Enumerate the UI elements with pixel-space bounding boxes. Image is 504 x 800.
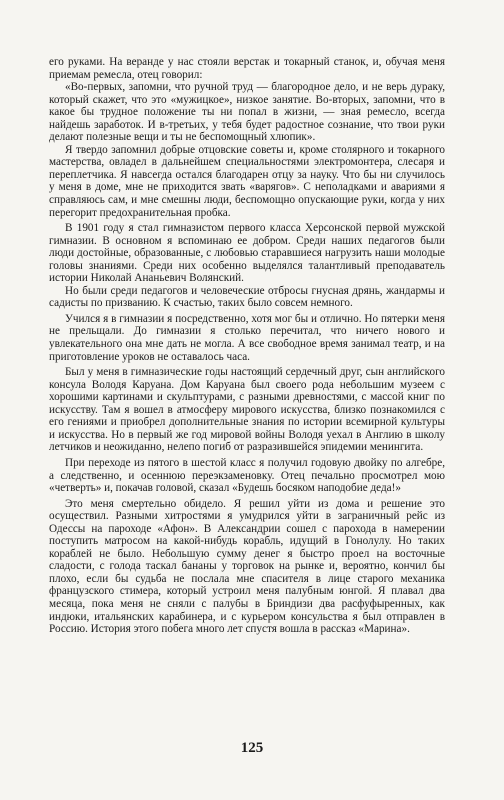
paragraph-7: Был у меня в гимназические годы настоящий сердечный друг, сын английского консула Володя Каруана. Дом Каруана был своего рода небольшим музеем с хорошими картинами и скульптурами, с разными древностями, с массой книг по искусству. Там я вошел в атмосферу мирового искусства, близко познакомился с его гениями и приобрел дополнительные знания по истории всемирной культуры и искусства. Но в первый же год мировой войны Володя уехал в Англию в школу летчиков и неожиданно, нелепо погиб от разразившейся эпидемии менингита. bbox=[49, 366, 445, 454]
paragraph-5: Но были среди педагогов и человеческие отбросы гнусная дрянь, жандармы и садисты по призванию. К счастью, таких было совсем немного. bbox=[49, 284, 445, 310]
paragraph-1: его руками. На веранде у нас стояли верстак и токарный станок, и, обучая меня приемам ремесла, отец говорил: bbox=[49, 56, 445, 81]
paragraph-2: «Во-первых, запомни, что ручной труд — благородное дело, и не верь дураку, который скажет, что это «мужицкое», низкое занятие. Во-вторых, запомни, что в какое бы трудное положение ты ни попал в жизни, — зная ремесло, всегда найдешь заработок. И в-третьих, у тебя будет радостное сознание, что твои руки делают полезные вещи и ты не беспомощный хлюпик». bbox=[49, 81, 445, 144]
page-body-text bbox=[49, 56, 445, 636]
paragraph-3: Я твердо запомнил добрые отцовские советы и, кроме столярного и токарного мастерства, овладел в дальнейшем специальностями электромонтера, слесаря и переплетчика. Я навсегда остался благодарен отцу за науку. Что бы ни случилось у меня в доме, мне не приходится звать «варягов». С неполадками и авариями я справляюсь сам, и мне смешны люди, беспомощно опускающие руки, когда у них перегорит предохранительная пробка. bbox=[49, 143, 445, 219]
paragraph-8: При переходе из пятого в шестой класс я получил годовую двойку по алгебре, а следственно, и осеннюю переэкзаменовку. Отец печально просмотрел мою «четверть» и, покачав головой, сказал «Будешь босяком наподобие деда!» bbox=[49, 456, 445, 495]
paragraph-4: В 1901 году я стал гимназистом первого класса Херсонской первой мужской гимназии. В основном я вспоминаю ее добром. Среди наших педагогов были люди достойные, образованные, с любовью старавшиеся нагрузить наши молодые головы знаниями. Среди них особенно выделялся талантливый преподаватель истории Николай Ананьевич Волянский. bbox=[49, 222, 445, 285]
paragraph-6: Учился я в гимназии я посредственно, хотя мог бы и отлично. Но пятерки меня не прельщали. До гимназии я столько перечитал, что ничего нового и увлекательного она мне дать не могла. А все свободное время занимал театр, и на приготовление уроков не оставалось часа. bbox=[49, 312, 445, 363]
paragraph-9: Это меня смертельно обидело. Я решил уйти из дома и решение это осуществил. Разными хитростями я умудрился уйти в заграничный рейс из Одессы на пароходе «Афон». В Александрии сошел с парохода в намерении поступить матросом на какой-нибудь корабль, идущий в Гонолулу. Но таких кораблей не было. Небольшую сумму денег я быстро проел на восточные сладости, с голода таскал бананы у торговок на рынке и, вероятно, кончил бы плохо, если бы судьба не послала мне спасителя в лице старого механика французского стимера, который устроил меня палубным юнгой. Я плавал два месяца, пока меня не сняли с палубы в Бриндизи два расфуфыренных, как индюки, итальянских карабинера, и с курьером консульства я был отправлен в Россию. История этого побега много лет спустя вошла в рассказ «Марина». bbox=[49, 497, 445, 636]
page-number: 125 bbox=[240, 740, 264, 756]
